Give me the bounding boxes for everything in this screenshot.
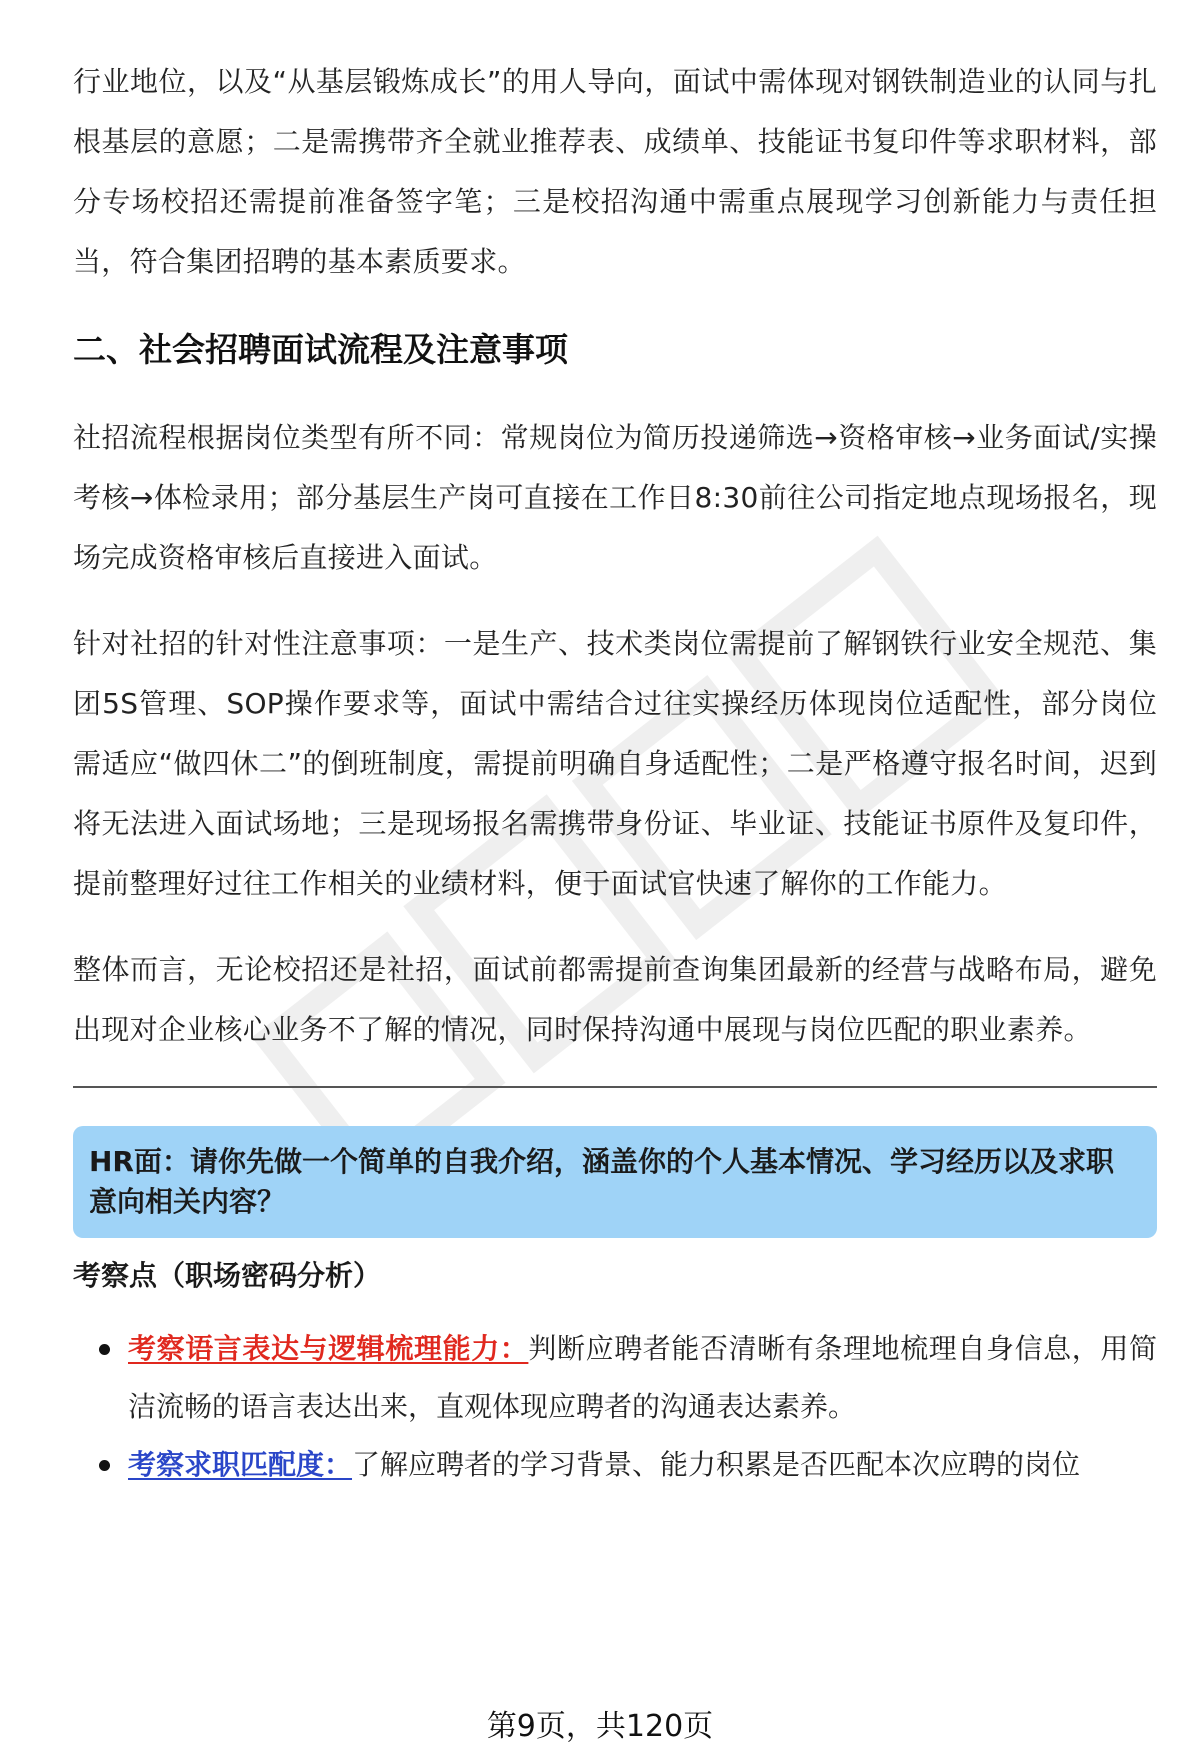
list-item (128, 1320, 1157, 1436)
paragraph-social-notes: 针对社招的针对性注意事项：一是生产、技术类岗位需提前了解钢铁行业安全规范、集团5S管理、SOP操作要求等，面试中需结合过往实操经历体现岗位适配性，部分岗位需适应“做四休二”的倒班制度，需提前明确自身适配性；二是严格遵守报名时间，迟到将无法进入面试场地；三是现场报名需携带身份证、毕业证、技能证书原件及复印件，提前整理好过往工作相关的业绩材料，便于面试官快速了解你的工作能力。 (73, 627, 1157, 900)
point-keyword: 考察语言表达与逻辑梳理能力： (128, 1332, 529, 1365)
document-page (73, 52, 1157, 1494)
point-keyword: 考察求职匹配度： (128, 1448, 353, 1481)
page-number: 第9页，共120页 (0, 1705, 1200, 1749)
analysis-heading: 考察点（职场密码分析） (73, 1259, 382, 1292)
bullet-icon (99, 1460, 110, 1471)
point-text: 了解应聘者的学习背景、能力积累是否匹配本次应聘的岗位 (352, 1448, 1081, 1481)
analysis-points-list (73, 1320, 1157, 1494)
paragraph-intro-continuation: 行业地位，以及“从基层锻炼成长”的用人导向，面试中需体现对钢铁制造业的认同与扎根基层的意愿；二是需携带齐全就业推荐表、成绩单、技能证书复印件等求职材料，部分专场校招还需提前准备签字笔；三是校招沟通中需重点展现学习创新能力与责任担当，符合集团招聘的基本素质要求。 (73, 65, 1157, 278)
list-item (128, 1436, 1157, 1494)
paragraph-summary: 整体而言，无论校招还是社招，面试前都需提前查询集团最新的经营与战略布局，避免出现对企业核心业务不了解的情况，同时保持沟通中展现与岗位匹配的职业素养。 (73, 953, 1157, 1046)
section-title: 二、社会招聘面试流程及注意事项 (73, 330, 568, 369)
question-text: HR面：请你先做一个简单的自我介绍，涵盖你的个人基本情况、学习经历以及求职意向相关内容？ (89, 1145, 1114, 1218)
point-text: 判断应聘者能否清晰有条理地梳理自身信息，用简洁流畅的语言表达出来，直观体现应聘者的沟通表达素养。 (128, 1332, 1157, 1423)
paragraph-social-process: 社招流程根据岗位类型有所不同：常规岗位为简历投递筛选→资格审核→业务面试/实操考核→体检录用；部分基层生产岗可直接在工作日8:30前往公司指定地点现场报名，现场完成资格审核后直接进入面试。 (73, 421, 1157, 574)
question-box (73, 1126, 1157, 1238)
bullet-icon (99, 1344, 110, 1355)
